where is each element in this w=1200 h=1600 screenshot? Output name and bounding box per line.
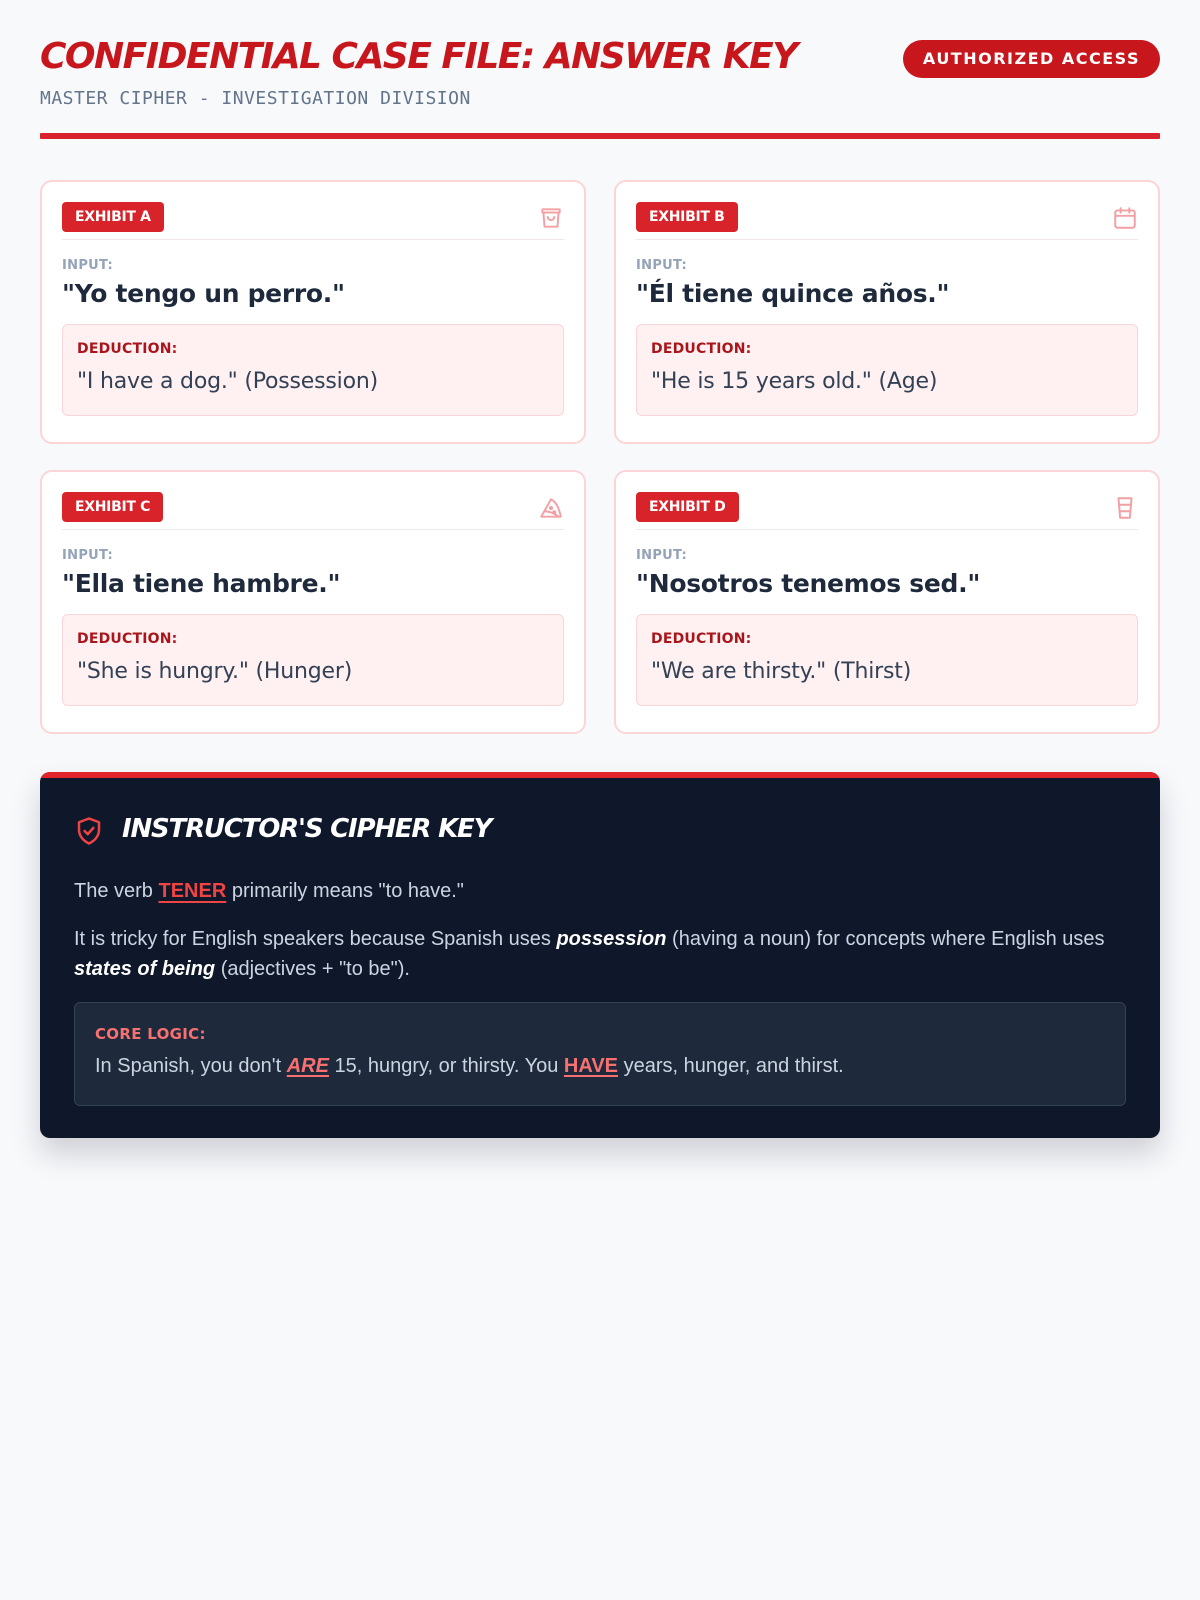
spanish-sentence: "Yo tengo un perro."	[62, 279, 345, 308]
deduction-label: DEDUCTION:	[651, 341, 752, 357]
deduction-box	[636, 324, 1138, 416]
are-emphasis: ARE	[286, 1055, 329, 1077]
p1-text: The verb	[74, 880, 159, 902]
page-subtitle: MASTER CIPHER - INVESTIGATION DIVISION	[40, 88, 471, 109]
core-logic-text	[95, 1055, 1105, 1078]
deduction-box	[62, 324, 564, 416]
exhibit-card-header	[636, 492, 1138, 530]
exhibit-tag: EXHIBIT A	[62, 202, 164, 232]
input-label: INPUT:	[62, 258, 113, 273]
exhibit-card-b	[614, 180, 1160, 444]
deduction-label: DEDUCTION:	[77, 631, 178, 647]
input-label: INPUT:	[636, 548, 687, 563]
exhibit-card-header	[62, 492, 564, 530]
page-header	[40, 0, 1160, 140]
core-text: 15, hungry, or thirsty. You	[328, 1055, 564, 1077]
have-emphasis: HAVE	[563, 1055, 619, 1077]
deduction-label: DEDUCTION:	[77, 341, 178, 357]
exhibit-card-c	[40, 470, 586, 734]
answer-key-page	[40, 0, 1160, 1077]
english-translation: "She is hungry." (Hunger)	[77, 659, 353, 684]
tener-highlight: TENER	[158, 880, 227, 902]
states-of-being-emphasis: states of being	[74, 958, 216, 980]
p2-text: It is tricky for English speakers because Spanish uses	[74, 928, 557, 950]
p2-text: (adjectives + "to be").	[215, 958, 410, 980]
deduction-box	[636, 614, 1138, 706]
exhibit-tag: EXHIBIT B	[636, 202, 738, 232]
english-translation: "I have a dog." (Possession)	[77, 369, 378, 394]
core-text: In Spanish, you don't	[95, 1055, 287, 1077]
calendar-icon	[1112, 205, 1138, 231]
pizza-slice-icon	[538, 495, 564, 521]
glass-icon	[1112, 495, 1138, 521]
spanish-sentence: "Ella tiene hambre."	[62, 569, 341, 598]
input-label: INPUT:	[62, 548, 113, 563]
p1-text: primarily means "to have."	[226, 880, 464, 902]
header-divider	[40, 133, 1160, 139]
shield-check-icon	[74, 816, 104, 846]
cipher-key-panel	[40, 772, 1160, 1138]
spanish-sentence: "Nosotros tenemos sed."	[636, 569, 981, 598]
cipher-title: INSTRUCTOR'S CIPHER KEY	[122, 814, 492, 844]
exhibit-card-header	[636, 202, 1138, 240]
cipher-paragraph-1	[74, 876, 1124, 906]
page-title: CONFIDENTIAL CASE FILE: ANSWER KEY	[40, 36, 797, 77]
authorized-access-badge: AUTHORIZED ACCESS	[903, 40, 1160, 78]
exhibit-card-a	[40, 180, 586, 444]
deduction-box	[62, 614, 564, 706]
exhibit-card-d	[614, 470, 1160, 734]
cipher-accent-bar	[40, 772, 1160, 778]
shopping-bag-icon	[538, 205, 564, 231]
deduction-label: DEDUCTION:	[651, 631, 752, 647]
input-label: INPUT:	[636, 258, 687, 273]
core-logic-box	[74, 1002, 1126, 1106]
p2-text: (having a noun) for concepts where English uses	[666, 928, 1105, 950]
english-translation: "We are thirsty." (Thirst)	[651, 659, 912, 684]
cipher-paragraph-2	[74, 924, 1124, 984]
core-text: years, hunger, and thirst.	[618, 1055, 844, 1077]
english-translation: "He is 15 years old." (Age)	[651, 369, 938, 394]
possession-emphasis: possession	[556, 928, 667, 950]
exhibit-card-header	[62, 202, 564, 240]
spanish-sentence: "Él tiene quince años."	[636, 279, 950, 308]
core-logic-label: CORE LOGIC:	[95, 1025, 206, 1043]
exhibit-tag: EXHIBIT D	[636, 492, 739, 522]
exhibit-tag: EXHIBIT C	[62, 492, 163, 522]
